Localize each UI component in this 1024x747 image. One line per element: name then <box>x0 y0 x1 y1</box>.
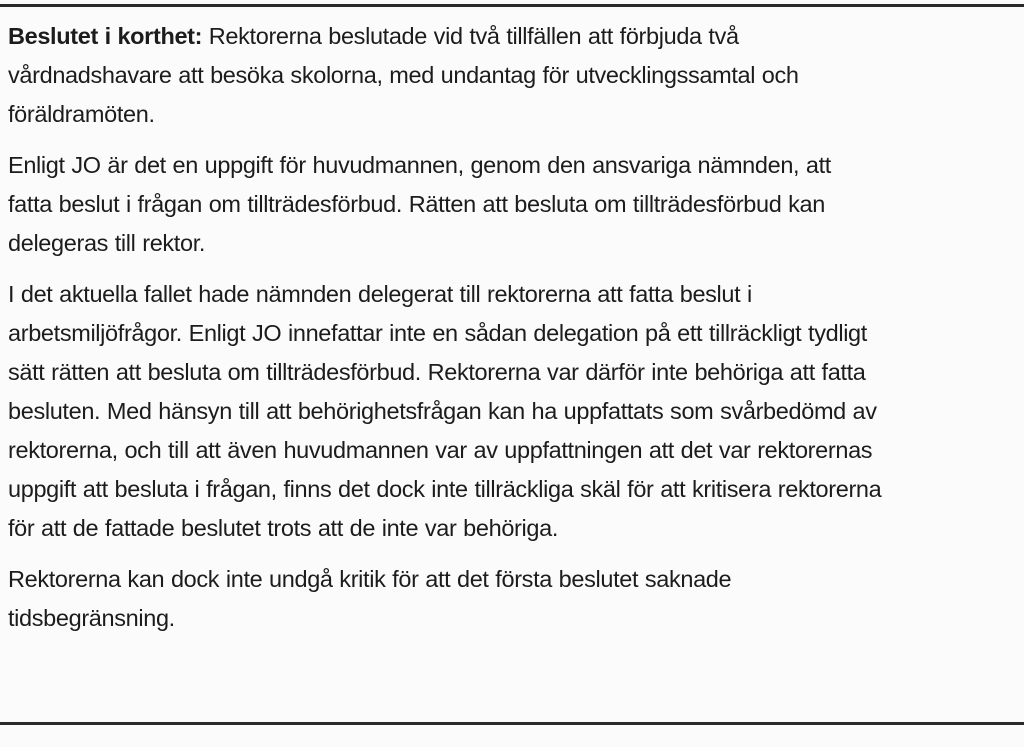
line: arbetsmiljöfrågor. Enligt JO innefattar inte en sådan delegation på ett tillräckligt tydligt <box>8 320 867 346</box>
paragraph-1 <box>8 17 1016 134</box>
line: för att de fattade beslutet trots att de inte var behöriga. <box>8 515 559 541</box>
line: föräldramöten. <box>8 101 155 127</box>
line: uppgift att besluta i frågan, finns det dock inte tillräckliga skäl för att kritisera rektorerna <box>8 476 882 502</box>
paragraph-3 <box>8 275 1016 548</box>
line: Enligt JO är det en uppgift för huvudmannen, genom den ansvariga nämnden, att <box>8 152 831 178</box>
summary-heading: Beslutet i korthet: <box>8 23 203 49</box>
line: sätt rätten att besluta om tillträdesförbud. Rektorerna var därför inte behöriga att fatta <box>8 359 866 385</box>
decision-summary-box <box>8 17 1016 650</box>
line: I det aktuella fallet hade nämnden delegerat till rektorerna att fatta beslut i <box>8 281 752 307</box>
line: rektorerna, och till att även huvudmannen var av uppfattningen att det var rektorernas <box>8 437 873 463</box>
paragraph-2 <box>8 146 1016 263</box>
bottom-divider <box>0 722 1024 725</box>
line: besluten. Med hänsyn till att behörighetsfrågan kan ha uppfattats som svårbedömd av <box>8 398 877 424</box>
line: fatta beslut i frågan om tillträdesförbud. Rätten att besluta om tillträdesförbud kan <box>8 191 825 217</box>
line: delegeras till rektor. <box>8 230 206 256</box>
paragraph-4 <box>8 560 1016 638</box>
top-divider <box>0 4 1024 7</box>
line: Rektorerna kan dock inte undgå kritik för att det första beslutet saknade <box>8 566 732 592</box>
line <box>8 17 1016 56</box>
line: vårdnadshavare att besöka skolorna, med undantag för utvecklingssamtal och <box>8 62 799 88</box>
line: tidsbegränsning. <box>8 605 175 631</box>
line-text: Rektorerna beslutade vid två tillfällen att förbjuda två <box>202 23 739 49</box>
